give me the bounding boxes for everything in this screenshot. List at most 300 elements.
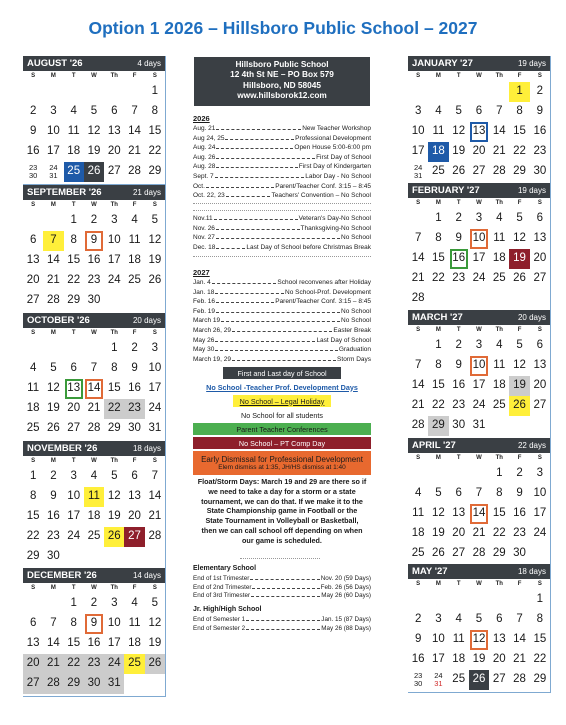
calendar-day: 16 (26, 145, 40, 158)
calendar-day (124, 674, 144, 694)
calendar-day (23, 82, 43, 102)
calendar-day: 21 (148, 510, 162, 523)
weekday-label: F (132, 458, 137, 464)
event-row (193, 143, 371, 153)
calendar-day: 16 (47, 510, 60, 523)
weekday-label: M (435, 200, 441, 206)
calendar-day: 8 (151, 105, 159, 118)
calendar-day: 22 (104, 399, 124, 419)
weekday-label: W (91, 330, 97, 336)
event-date: Aug. 26 (193, 153, 216, 161)
calendar-day (43, 594, 63, 614)
calendar-day: 31 (104, 674, 124, 694)
calendar-day: 15 (26, 510, 40, 523)
calendar-day: 23 (452, 272, 466, 285)
legend-sublabel: Elem dismiss at 1:35, JH/HS dismiss at 1:40 (218, 464, 346, 471)
event-description: No School (341, 234, 371, 242)
week-row (23, 231, 165, 251)
calendar-day: 11 (84, 487, 104, 507)
legend-item: Parent Teacher Conferences (193, 423, 371, 435)
calendar-day: 18 (492, 252, 506, 265)
month-calendar (408, 438, 551, 567)
weekday-label: W (476, 327, 482, 333)
calendar-day: 16 (411, 653, 425, 666)
calendar-day: 10 (107, 234, 121, 247)
calendar-day: 26 (513, 272, 526, 285)
event-row (193, 233, 371, 243)
calendar-day (408, 209, 428, 229)
calendar-day (104, 547, 124, 567)
calendar-day: 14 (84, 379, 104, 399)
month-header (408, 438, 550, 453)
calendar-day: 24 31 (413, 163, 423, 180)
event-row (193, 134, 371, 144)
calendar-day (428, 82, 448, 102)
leader-dots (251, 592, 320, 597)
calendar-day: 12 (452, 125, 466, 138)
week-row (23, 634, 165, 654)
calendar-day: 22 (64, 654, 84, 674)
school-day-count: 18 days (132, 444, 161, 453)
week-row (408, 142, 550, 162)
calendar-day: 10 (107, 617, 121, 630)
weekday-label: F (132, 202, 137, 208)
calendar-day: 11 (67, 125, 80, 138)
calendar-day: 15 (533, 633, 547, 646)
calendar-day: 28 (492, 165, 506, 178)
calendar-day: 15 (432, 252, 445, 265)
event-row (193, 336, 371, 346)
term-row (193, 592, 371, 601)
weekday-label: S (537, 200, 542, 206)
calendar-day: 20 (452, 527, 466, 540)
calendar-day: 14 (411, 252, 425, 265)
calendar-day: 7 (414, 359, 422, 372)
calendar-day: 15 (492, 507, 506, 520)
school-website[interactable]: www.hillsborok12.com (237, 90, 327, 101)
weekday-label: T (71, 585, 76, 591)
calendar-day: 7 (131, 105, 138, 118)
calendar-day: 18 (492, 379, 506, 392)
week-row (408, 670, 550, 690)
calendar-day (84, 339, 104, 359)
month-header (23, 568, 165, 583)
calendar-day: 3 (70, 470, 77, 483)
calendar-day: 28 (148, 530, 162, 543)
divider (240, 558, 320, 559)
calendar-day (23, 211, 43, 231)
event-row (193, 153, 371, 163)
calendar-day: 8 (29, 490, 37, 503)
calendar-day (124, 291, 144, 311)
calendar-day: 14 (47, 254, 60, 267)
week-row (408, 376, 550, 396)
event-date: May 26 (193, 336, 215, 344)
month-weeks (408, 464, 550, 566)
calendar-day: 20 (492, 653, 506, 666)
calendar-day: 1 (151, 85, 159, 98)
calendar-day: 7 (414, 232, 422, 245)
weekday-label: W (91, 202, 97, 208)
calendar-day: 7 (516, 613, 523, 626)
calendar-day: 12 (432, 507, 445, 520)
event-date: May 30 (193, 346, 215, 354)
calendar-day: 19 (148, 254, 162, 267)
event-date: Jan. 4 (193, 279, 211, 286)
calendar-day: 29 (64, 674, 84, 694)
week-row (408, 544, 550, 564)
legend-item (193, 451, 371, 475)
calendar-day: 26 (452, 165, 466, 178)
calendar-day: 13 (128, 490, 141, 503)
calendar-day: 31 (148, 422, 162, 435)
calendar-day: 9 (516, 487, 523, 500)
calendar-day: 27 (124, 527, 144, 547)
calendar-day: 14 (469, 504, 489, 524)
calendar-day: 22 (432, 399, 445, 412)
event-description: Last Day of School (316, 336, 371, 344)
calendar-day: 4 (496, 212, 503, 225)
calendar-day: 25 (492, 272, 506, 285)
weekday-label: M (50, 330, 56, 336)
calendar-day: 8 (435, 232, 442, 245)
calendar-day: 2 (29, 105, 37, 118)
week-row (23, 399, 165, 419)
event-date: March 19 (193, 317, 221, 325)
calendar-day: 20 (472, 145, 486, 158)
highschool-title: Jr. High/High School (193, 606, 262, 613)
event-row (193, 172, 371, 182)
school-day-count: 14 days (132, 571, 161, 580)
calendar-day: 15 (67, 254, 81, 267)
weekday-label: S (152, 202, 157, 208)
calendar-day: 6 (475, 105, 483, 118)
weekday-label: M (435, 327, 441, 333)
calendar-day: 30 (452, 419, 466, 432)
calendar-day: 16 (128, 382, 141, 395)
event-row (193, 278, 371, 288)
calendar-day (449, 82, 469, 102)
weekday-label: S (537, 455, 542, 461)
calendar-day: 8 (70, 234, 77, 247)
week-row (408, 416, 550, 436)
weekday-label: F (132, 330, 137, 336)
calendar-day (145, 291, 165, 311)
calendar-day: 21 (411, 272, 425, 285)
event-date: Jan. 18 (193, 288, 215, 296)
event-description: No School (341, 317, 371, 325)
term-date: May 26 (88 Days) (321, 624, 371, 632)
week-row (408, 336, 550, 356)
calendar-day: 1 (496, 467, 503, 480)
event-date: Sept. 7 (193, 172, 214, 180)
calendar-day: 6 (70, 362, 77, 375)
leader-dots (216, 234, 340, 239)
calendar-day: 24 (472, 272, 486, 285)
calendar-day (469, 590, 489, 610)
term-date: Feb. 26 (56 Days) (320, 583, 371, 591)
calendar-day (530, 544, 550, 564)
calendar-day: 25 (432, 165, 445, 178)
calendar-day: 26 (469, 670, 489, 690)
calendar-day: 22 (148, 145, 162, 158)
calendar-day: 30 (84, 674, 104, 694)
week-row (23, 251, 165, 271)
weekday-label: M (435, 455, 441, 461)
weekday-label: W (91, 458, 97, 464)
week-row (23, 339, 165, 359)
calendar-day: 15 (513, 125, 526, 138)
calendar-day: 28 (513, 673, 526, 686)
calendar-day: 17 (533, 507, 547, 520)
calendar-day: 17 (47, 145, 60, 158)
calendar-day: 28 (411, 292, 425, 305)
weekday-label: M (50, 458, 56, 464)
calendar-day: 12 (148, 234, 162, 247)
event-row (193, 297, 371, 307)
calendar-day: 13 (492, 633, 506, 646)
calendar-day: 21 (128, 145, 141, 158)
calendar-day: 16 (533, 125, 547, 138)
calendar-day: 19 (509, 249, 529, 269)
event-date: Nov. 27 (193, 234, 215, 242)
calendar-day (104, 291, 124, 311)
calendar-day: 17 (107, 254, 121, 267)
weekday-label: M (50, 73, 56, 79)
calendar-day: 29 (492, 547, 506, 560)
calendar-day: 5 (50, 362, 57, 375)
calendar-day: 2 (455, 212, 462, 225)
leader-dots (226, 192, 271, 197)
month-calendar (408, 183, 551, 312)
calendar-day: 4 (90, 470, 98, 483)
weekday-label: Th (110, 73, 118, 79)
calendar-day (408, 336, 428, 356)
calendar-day: 17 (148, 382, 162, 395)
calendar-day (124, 547, 144, 567)
calendar-day: 16 (452, 379, 466, 392)
month-weeks (23, 82, 165, 184)
calendar-day: 17 (411, 145, 425, 158)
calendar-day: 12 (148, 617, 162, 630)
week-row (23, 82, 165, 102)
calendar-day: 7 (496, 105, 503, 118)
event-date: Aug. 24 (193, 144, 216, 152)
weekday-label: Th (110, 458, 118, 464)
calendar-day: 25 (411, 547, 425, 560)
leader-dots (216, 144, 293, 149)
week-row (408, 249, 550, 269)
weekday-label: F (517, 581, 522, 587)
leader-dots (216, 125, 301, 130)
calendar-day: 14 (513, 633, 526, 646)
calendar-day: 6 (536, 212, 544, 225)
month-weeks (408, 590, 550, 692)
event-description: Thanksgiving-No School (300, 224, 371, 232)
weekday-label: T (71, 202, 76, 208)
weekday-label: Th (110, 202, 118, 208)
weekday-label: T (71, 458, 76, 464)
leader-dots (216, 154, 315, 159)
month-header (23, 56, 165, 71)
calendar-day: 18 (67, 145, 81, 158)
calendar-day: 4 (131, 214, 138, 227)
calendar-day (428, 464, 448, 484)
calendar-day: 14 (128, 125, 141, 138)
calendar-day: 1 (509, 82, 529, 102)
highschool-terms (193, 616, 371, 633)
weekday-header (23, 200, 165, 211)
calendar-day (64, 82, 84, 102)
event-description: First Day of School (316, 153, 371, 161)
calendar-day (408, 590, 428, 610)
month-calendar (23, 441, 166, 570)
event-date: Aug. 28 (193, 163, 216, 171)
calendar-day (530, 416, 550, 436)
weekday-label: S (31, 330, 36, 336)
calendar-day: 7 (475, 487, 483, 500)
event-description: Parent/Teacher Conf. 3:15 – 8:45 (275, 298, 371, 306)
event-description: Easter Break (333, 326, 371, 334)
weekday-header (408, 579, 550, 590)
weekday-header (23, 328, 165, 339)
event-row (193, 124, 371, 134)
calendar-day: 8 (536, 613, 544, 626)
week-row (408, 122, 550, 142)
leader-dots (216, 308, 340, 313)
month-header (408, 183, 550, 198)
event-date: Nov.11 (193, 215, 213, 222)
calendar-day: 8 (435, 359, 442, 372)
calendar-day: 28 (128, 165, 141, 178)
calendar-day: 8 (111, 362, 118, 375)
calendar-day (408, 464, 428, 484)
calendar-day: 15 (67, 637, 81, 650)
calendar-day: 6 (131, 470, 138, 483)
month-name: OCTOBER '26 (27, 315, 90, 326)
event-row (193, 345, 371, 355)
event-date: Feb. 16 (193, 298, 216, 306)
calendar-day: 25 (128, 274, 141, 287)
calendar-day: 7 (151, 470, 159, 483)
calendar-day: 23 (47, 530, 60, 543)
calendar-day: 17 (67, 510, 81, 523)
calendar-day: 26 (84, 162, 104, 182)
calendar-day: 2 (50, 470, 57, 483)
calendar-day: 20 (533, 379, 547, 392)
calendar-day: 20 (128, 510, 141, 523)
leader-dots (252, 584, 319, 589)
week-row (408, 524, 550, 544)
calendar-day: 29 (67, 294, 81, 307)
events-2027-list (193, 278, 371, 364)
calendar-day: 11 (493, 232, 506, 245)
term-label: End of 1st Trimester (193, 575, 250, 582)
calendar-day: 10 (533, 487, 547, 500)
legend-item: No School -Teacher Prof. Development Days (197, 381, 367, 393)
calendar-day: 21 (87, 402, 101, 415)
calendar-day: 6 (29, 234, 37, 247)
event-row (193, 355, 371, 365)
calendar-day: 2 (131, 342, 138, 355)
calendar-day: 20 (26, 274, 40, 287)
month-weeks (23, 594, 165, 696)
leader-dots (215, 346, 338, 351)
calendar-day: 17 (432, 653, 445, 666)
calendar-day: 6 (455, 487, 462, 500)
calendar-day: 31 (472, 419, 486, 432)
weekday-header (23, 71, 165, 82)
calendar-day: 23 (124, 399, 144, 419)
event-row (193, 191, 371, 201)
calendar-day (469, 82, 489, 102)
weekday-label: F (517, 455, 522, 461)
calendar-day: 29 (107, 422, 121, 435)
weekday-label: F (517, 200, 522, 206)
weekday-label: S (31, 458, 36, 464)
weekday-label: S (31, 585, 36, 591)
week-row (408, 650, 550, 670)
calendar-day: 19 (472, 653, 486, 666)
month-name: MAY '27 (412, 566, 448, 577)
events-2026-list (193, 124, 371, 201)
calendar-day: 9 (84, 614, 104, 634)
weekday-label: Th (495, 73, 503, 79)
weekday-label: F (132, 73, 137, 79)
calendar-day: 23 (87, 274, 101, 287)
term-row (193, 584, 371, 593)
leader-dots (225, 135, 294, 140)
calendar-day: 16 (87, 254, 101, 267)
calendar-day: 29 (533, 673, 547, 686)
calendar-day: 11 (27, 382, 40, 395)
calendar-day: 18 (452, 653, 466, 666)
event-date: Oct. (193, 182, 205, 190)
week-row (23, 594, 165, 614)
calendar-day: 26 (104, 527, 124, 547)
weekday-label: S (152, 585, 157, 591)
month-name: SEPTEMBER '26 (27, 187, 102, 198)
calendar-day: 27 (472, 165, 486, 178)
calendar-day: 9 (29, 125, 37, 138)
weekday-label: T (71, 330, 76, 336)
week-row (23, 359, 165, 379)
event-row (193, 224, 371, 234)
month-name: AUGUST '26 (27, 58, 83, 69)
calendar-day: 28 (472, 547, 486, 560)
term-date: Jan. 15 (87 Days) (321, 616, 371, 623)
calendar-day (489, 590, 509, 610)
week-row (23, 379, 165, 399)
calendar-day (509, 590, 529, 610)
calendar-day: 12 (87, 125, 101, 138)
year-heading-2027: 2027 (193, 268, 210, 277)
calendar-day: 19 (107, 510, 121, 523)
term-label: End of Semester 1 (193, 616, 246, 623)
calendar-day (64, 547, 84, 567)
school-day-count: 19 days (517, 186, 546, 195)
weekday-header (408, 325, 550, 336)
calendar-day (84, 82, 104, 102)
calendar-day: 6 (111, 105, 118, 118)
event-description: Professional Development (295, 134, 371, 142)
calendar-day: 11 (452, 633, 465, 646)
calendar-day: 21 (472, 527, 486, 540)
calendar-day: 14 (47, 637, 60, 650)
calendar-day: 25 (64, 162, 84, 182)
month-weeks (23, 211, 165, 313)
month-weeks (408, 82, 550, 184)
